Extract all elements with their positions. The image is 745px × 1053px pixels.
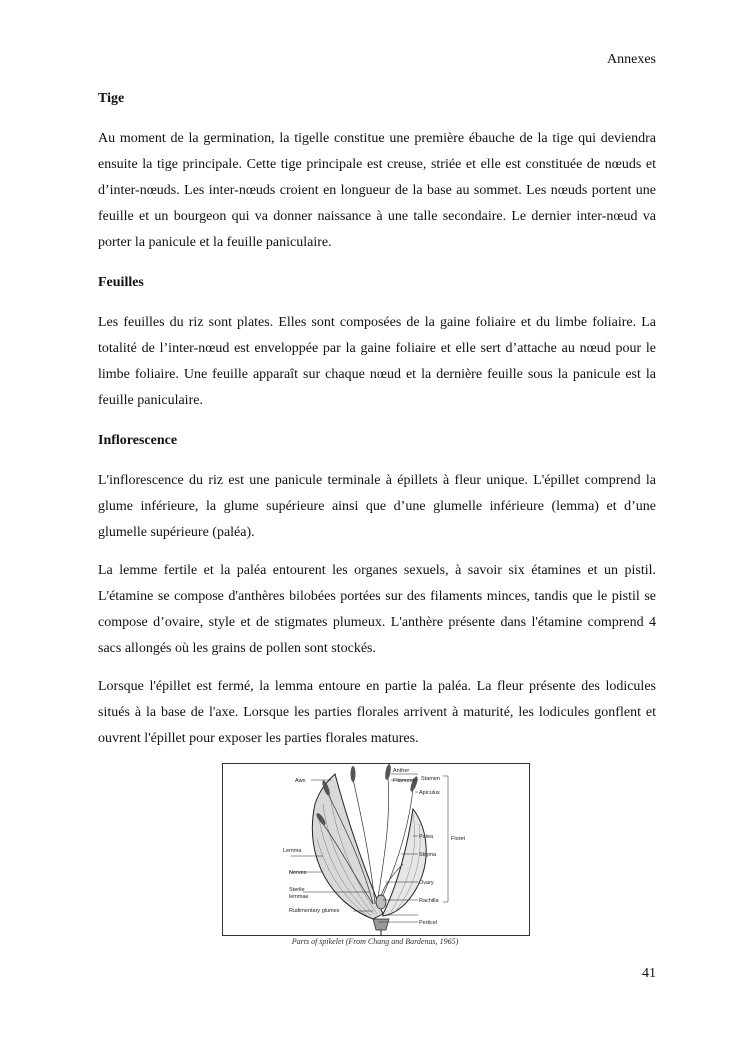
paragraph-feuilles: Les feuilles du riz sont plates. Elles sont composées de la gaine foliaire et du limbe foliaire. La totalité de l’inter-nœud est enveloppée par la gaine foliaire et elle sert d’attache au nœud pour le limbe foliaire. Une feuille apparaît sur chaque nœud et la dernière feuille sous la panicule est la feuille paniculaire. [98,315,656,408]
heading-inflorescence: Inflorescence [98,433,178,448]
heading-tige: Tige [98,91,125,106]
page-number: 41 [642,966,656,981]
paragraph-tige: Au moment de la germination, la tigelle constitue une première ébauche de la tige qui deviendra ensuite la tige principale. Cette tige principale est creuse, striée et elle est constituée de nœuds et d’inter-nœuds. Les inter-nœuds croient en longueur de la base au sommet. Les nœuds portent une feuille et un bourgeon qui va donner naissance à une talle secondaire. Le dernier inter-nœud va porter la panicule et la feuille paniculaire. [98,131,656,250]
label-sterile-lemmae-2: lemmae [289,894,309,900]
label-rudimentary-glumes: Rudimentary glumes [289,908,340,914]
label-floret: Floret [451,836,466,842]
running-header: Annexes [607,52,656,67]
label-stigma: Stigma [419,852,437,858]
glumes-shape [373,919,389,930]
heading-feuilles: Feuilles [98,275,144,290]
paragraph-inflorescence-3: Lorsque l'épillet est fermé, la lemma entoure en partie la paléa. La fleur présente des lodicules situés à la base de l'axe. Lorsque les parties florales arrivent à maturité, les lodicules gonflent et ouvrent l'épillet pour exposer les parties florales matures. [98,679,656,746]
main-content [98,86,656,752]
label-apiculus: Apiculus [419,790,440,796]
paragraph-inflorescence-2: La lemme fertile et la paléa entourent les organes sexuels, à savoir six étamines et un pistil. L'étamine se compose d'anthères bilobées portées sur des filaments minces, tandis que le pistil se compose d’ovaire, style et de stigmates plumeux. L'anthère présente dans l'étamine comprend 4 sacs allongés où les grains de pollen sont stockés. [98,563,656,656]
spikelet-figure [222,763,530,936]
label-sterile-lemmae-1: Sterile [289,887,305,893]
label-ovary: Ovary [419,880,434,886]
label-awn: Awn [295,778,306,784]
label-anther: Anther [393,768,410,774]
label-nerves: Nerves [289,870,307,876]
paragraph-inflorescence-1: L'inflorescence du riz est une panicule terminale à épillets à fleur unique. L'épillet comprend la glume inférieure, la glume supérieure ainsi que d’une glumelle inférieure (lemma) et d’une glumelle supérieure (paléa). [98,473,656,540]
label-palea: Palea [419,834,434,840]
label-pedicel: Pedicel [419,920,438,926]
label-rachilla: Rachilla [419,898,439,904]
label-filament: Filament [393,778,415,784]
figure-caption: Parts of spikelet (From Chang and Bardenas, 1965) [291,937,459,946]
spikelet-diagram [223,764,529,935]
ovary-shape [376,895,386,909]
label-lemma: Lemma [283,848,302,854]
label-stamen: Stamen [421,776,440,782]
